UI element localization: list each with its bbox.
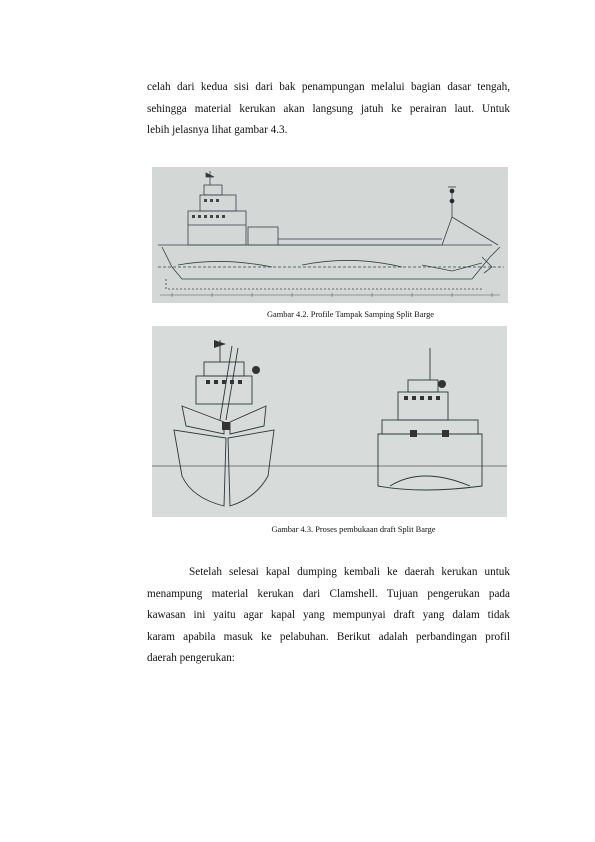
figure-caption-4-3: Gambar 4.3. Proses pembukaan draft Split Barge (271, 525, 436, 534)
paragraph-line: celah dari kedua sisi dari bak penampungan melalui bagian dasar tengah, (147, 81, 510, 93)
paragraph-line: kawasan ini yaitu agar kapal yang mempunyai draft yang dalam tidak (147, 609, 510, 621)
paragraph-line: sehingga material kerukan akan langsung jatuh ke perairan laut. Untuk (147, 102, 510, 115)
split-barge-opening-process-image (152, 326, 507, 517)
paragraph-line: menampung material kerukan dari Clamshell. Tujuan pengerukan pada (147, 587, 510, 600)
body-paragraph-2 (147, 562, 510, 670)
front-view-drawing (152, 326, 507, 517)
split-barge-side-profile-image (152, 167, 508, 303)
paragraph-line: karam apabila masuk ke pelabuhan. Berikut adalah perbandingan profil (147, 630, 510, 643)
paragraph-line: daerah pengerukan: (147, 652, 235, 664)
figure-caption-4-2: Gambar 4.2. Profile Tampak Samping Split Barge (266, 310, 435, 319)
paragraph-line: lebih jelasnya lihat gambar 4.3. (147, 124, 288, 136)
paragraph-line: Setelah selesai kapal dumping kembali ke daerah kerukan untuk (189, 566, 510, 578)
body-paragraph-1 (147, 77, 510, 142)
side-profile-drawing (152, 167, 508, 303)
